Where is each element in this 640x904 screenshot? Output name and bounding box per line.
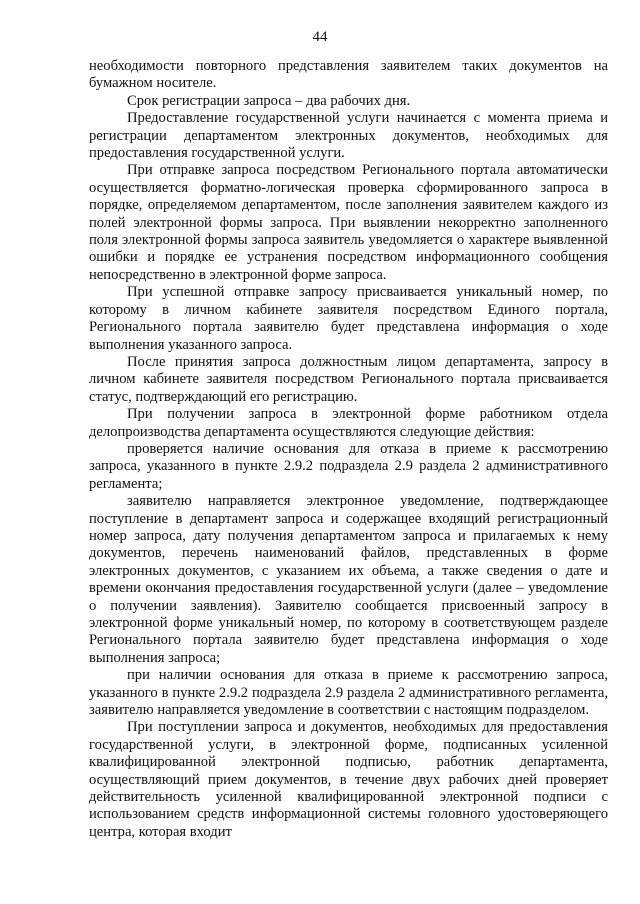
paragraph-actions-intro: При получении запроса в электронной форме работником отдела делопроизводства департамента осуществляются следующие действия:	[89, 406, 608, 440]
paragraph-status: После принятия запроса должностным лицом департамента, запросу в личном кабинете заявителя посредством Регионального портала присваивается статус, подтверждающий его регистрацию.	[89, 353, 608, 405]
paragraph-action-refusal: при наличии основания для отказа в приеме к рассмотрению запроса, указанного в пункте 2.9.2 подраздела 2.9 раздела 2 административного регламента, заявителю направляется уведомление в соответствии с настоящим подразделом.	[89, 667, 608, 719]
paragraph-service-start: Предоставление государственной услуги начинается с момента приема и регистрации департаментом электронных документов, необходимых для предоставления государственной услуги.	[89, 110, 608, 162]
paragraph-unique-number: При успешной отправке запросу присваивается уникальный номер, по которому в личном кабинете заявителя посредством Единого портала, Регионального портала заявителю будет представлена информация о ходе выполнения указанного запроса.	[89, 284, 608, 353]
paragraph-signature-check: При поступлении запроса и документов, необходимых для предоставления государственной услуги, в электронной форме, подписанных усиленной квалифицированной электронной подписью, работник департамента, осуществляющий прием документов, в течение двух рабочих дней проверяет действительность усиленной квалифицированной электронной подписи с использованием средств информационной системы головного удостоверяющего центра, которая входит	[89, 719, 608, 840]
paragraph-action-notification: заявителю направляется электронное уведомление, подтверждающее поступление в департамент запроса и содержащее входящий регистрационный номер запроса, дату получения департаментом запроса и прилагаемых к нему документов, перечень наименований файлов, представленных в форме электронных документов, с указанием их объема, а также сведения о дате и времени окончания предоставления государственной услуги (далее – уведомление о получении заявления). Заявителю сообщается присвоенный запросу в электронной форме уникальный номер, по которому в соответствующем разделе Регионального портала заявителю будет представлена информация о ходе выполнения запроса;	[89, 493, 608, 666]
document-body	[89, 58, 608, 841]
paragraph-action-check: проверяется наличие основания для отказа в приеме к рассмотрению запроса, указанного в пункте 2.9.2 подраздела 2.9 раздела 2 административного регламента;	[89, 440, 608, 492]
paragraph-format-check: При отправке запроса посредством Регионального портала автоматически осуществляется форматно-логическая проверка сформированного запроса в порядке, определяемом департаментом, после заполнения заявителем каждого из полей электронной формы запроса. При выявлении некорректно заполненного поля электронной формы запроса заявитель уведомляется о характере выявленной ошибки и порядке ее устранения посредством информационного сообщения непосредственно в электронной форме запроса.	[89, 162, 608, 283]
paragraph-registration-term: Срок регистрации запроса – два рабочих дня.	[127, 92, 411, 109]
page-number: 44	[312, 29, 328, 45]
paragraph-continuation: необходимости повторного представления заявителем таких документов на бумажном носителе.	[89, 58, 608, 92]
